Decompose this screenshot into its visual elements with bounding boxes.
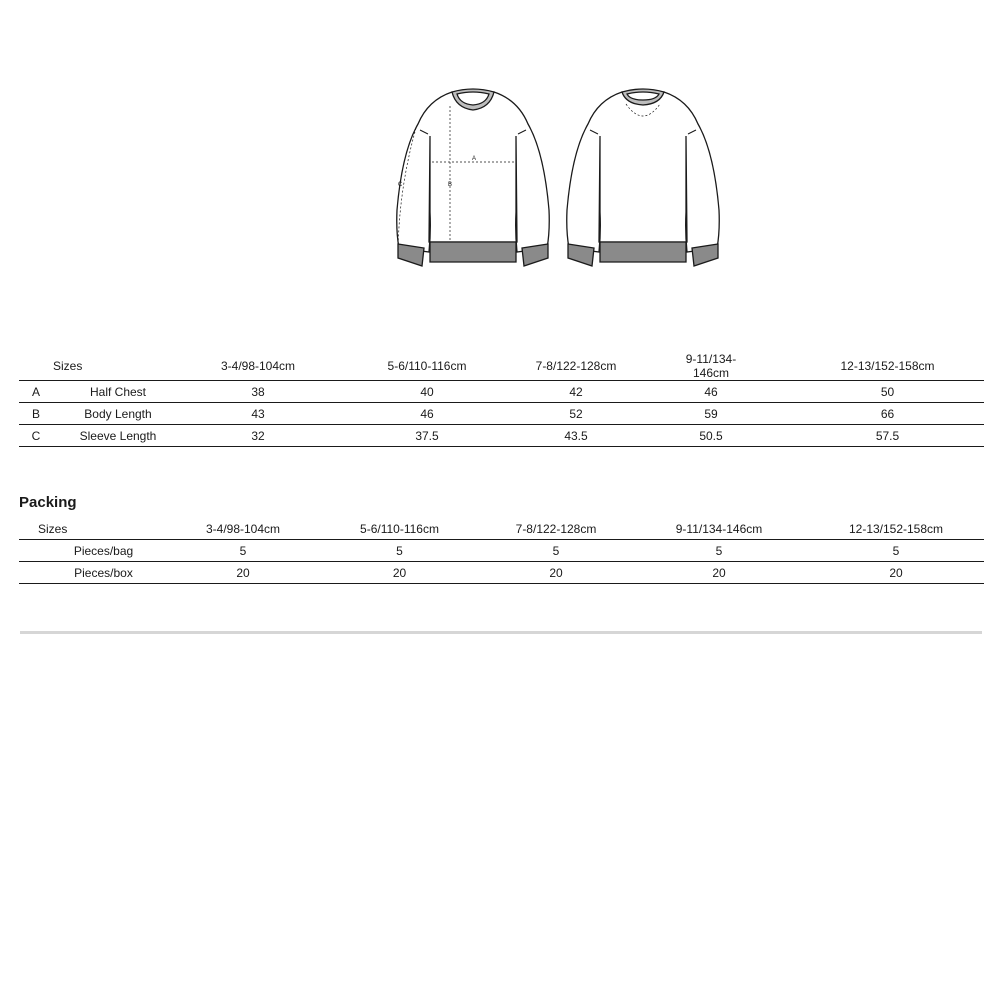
table-row: [19, 381, 984, 403]
table-cell: 38: [183, 381, 373, 403]
size-column-header: 12-13/152-158cm: [840, 359, 935, 373]
label-a: A: [472, 156, 477, 162]
table-row: [19, 425, 984, 447]
table-cell: 43: [183, 403, 373, 425]
size-column-header: 7-8/122-128cm: [515, 521, 597, 536]
label-b: B: [448, 182, 453, 188]
row-label: Body Length: [53, 403, 183, 425]
row-label: Pieces/bag: [19, 540, 169, 562]
table-row: [19, 403, 984, 425]
header-spacer: [19, 352, 53, 381]
table-cell: 40: [373, 381, 481, 403]
table-cell: 43.5: [481, 425, 671, 447]
table-cell: 57.5: [791, 425, 984, 447]
table-cell: 59: [671, 403, 791, 425]
table-cell: 5: [317, 540, 482, 562]
table-row: [19, 562, 984, 584]
table-cell: 66: [791, 403, 984, 425]
packing-header-row: [19, 518, 984, 540]
size-column-header: 3-4/98-104cm: [205, 521, 281, 536]
table-cell: 46: [671, 381, 791, 403]
size-chart-header-row: [19, 352, 984, 381]
table-cell: 20: [808, 562, 984, 584]
table-cell: 32: [183, 425, 373, 447]
back-view: [567, 89, 720, 266]
sizes-header: Sizes: [38, 521, 68, 536]
table-cell: 5: [630, 540, 808, 562]
row-code: B: [19, 403, 53, 425]
size-column-header: 12-13/152-158cm: [848, 521, 944, 536]
label-c: C: [398, 182, 403, 188]
size-column-header: 5-6/110-116cm: [387, 359, 467, 373]
table-cell: 37.5: [373, 425, 481, 447]
size-column-header: 3-4/98-104cm: [220, 359, 296, 373]
table-cell: 5: [482, 540, 630, 562]
packing-table: [19, 518, 984, 584]
row-code: C: [19, 425, 53, 447]
garment-technical-drawing: [384, 82, 724, 272]
sizes-header: Sizes: [53, 359, 83, 373]
row-label: Sleeve Length: [53, 425, 183, 447]
table-cell: 42: [481, 381, 671, 403]
size-column-header: 9-11/134-146cm: [685, 352, 737, 380]
table-cell: 5: [169, 540, 317, 562]
table-cell: 5: [808, 540, 984, 562]
table-cell: 20: [169, 562, 317, 584]
table-cell: 50.5: [671, 425, 791, 447]
row-code: A: [19, 381, 53, 403]
size-column-header: 5-6/110-116cm: [360, 521, 439, 536]
size-column-header: 7-8/122-128cm: [535, 359, 617, 373]
table-cell: 20: [630, 562, 808, 584]
packing-title: Packing: [19, 494, 77, 511]
table-cell: 46: [373, 403, 481, 425]
table-cell: 20: [482, 562, 630, 584]
front-view: [397, 89, 550, 266]
row-label: Pieces/box: [19, 562, 169, 584]
table-cell: 20: [317, 562, 482, 584]
table-cell: 52: [481, 403, 671, 425]
table-cell: 50: [791, 381, 984, 403]
section-divider: [20, 631, 982, 634]
table-row: [19, 540, 984, 562]
row-label: Half Chest: [53, 381, 183, 403]
size-chart-table: [19, 352, 984, 447]
size-column-header: 9-11/134-146cm: [675, 521, 763, 536]
